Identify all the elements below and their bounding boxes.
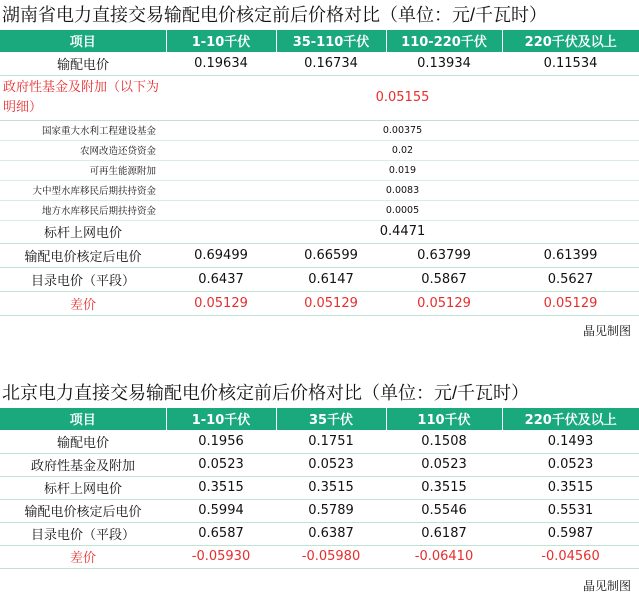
header-110-220kv: 110-220千伏 — [386, 30, 502, 52]
row-label: 可再生能源附加 — [0, 160, 166, 180]
header-35kv: 35千伏 — [276, 408, 386, 430]
cell-value: 0.0523 — [386, 453, 502, 476]
table-row — [0, 200, 639, 220]
cell-value: 0.1751 — [276, 430, 386, 453]
cell-value: 0.6187 — [386, 522, 502, 545]
row-label: 输配电价核定后电价 — [0, 243, 166, 267]
cell-value: 0.6437 — [166, 267, 276, 291]
row-label: 农网改造还贷资金 — [0, 140, 166, 160]
table-row — [0, 75, 639, 120]
beijing-title: 北京电力直接交易输配电价核定前后价格对比（单位：元/千瓦时） — [2, 383, 529, 403]
row-label: 地方水库移民后期扶持资金 — [0, 200, 166, 220]
hunan-header-row — [0, 30, 639, 52]
cell-value: 0.0523 — [502, 453, 639, 476]
row-label: 输配电价 — [0, 52, 166, 75]
row-label: 差价 — [0, 545, 166, 568]
cell-value: 0.1493 — [502, 430, 639, 453]
table-row — [0, 180, 639, 200]
cell-value: 0.66599 — [276, 243, 386, 267]
header-1-10kv: 1-10千伏 — [166, 30, 276, 52]
cell-value: 0.05129 — [166, 291, 276, 315]
cell-value: 0.5789 — [276, 499, 386, 522]
cell-value: -0.04560 — [502, 545, 639, 568]
table-row — [0, 52, 639, 75]
table-row — [0, 140, 639, 160]
header-220kv-up: 220千伏及以上 — [502, 30, 639, 52]
cell-value: 0.0083 — [166, 180, 639, 200]
table-row — [0, 545, 639, 568]
beijing-header-row — [0, 408, 639, 430]
cell-value: 0.05129 — [502, 291, 639, 315]
cell-value: 0.63799 — [386, 243, 502, 267]
beijing-price-table — [0, 408, 639, 569]
cell-value: 0.4471 — [166, 220, 639, 243]
cell-value: 0.19634 — [166, 52, 276, 75]
cell-value: -0.05980 — [276, 545, 386, 568]
cell-value: 0.11534 — [502, 52, 639, 75]
cell-value: 0.1508 — [386, 430, 502, 453]
cell-value: 0.019 — [166, 160, 639, 180]
row-label: 标杆上网电价 — [0, 220, 166, 243]
hunan-price-table — [0, 30, 639, 316]
beijing-source-credit: 晶见制图 — [582, 579, 631, 593]
header-1-10kv: 1-10千伏 — [166, 408, 276, 430]
table-row — [0, 522, 639, 545]
row-label: 大中型水库移民后期扶持资金 — [0, 180, 166, 200]
cell-value: -0.05930 — [166, 545, 276, 568]
cell-value: 0.3515 — [386, 476, 502, 499]
table-row — [0, 120, 639, 140]
cell-value: 0.00375 — [166, 120, 639, 140]
row-label: 国家重大水利工程建设基金 — [0, 120, 166, 140]
row-label: 政府性基金及附加（以下为明细） — [0, 75, 166, 120]
cell-value: 0.5867 — [386, 267, 502, 291]
cell-value: -0.06410 — [386, 545, 502, 568]
table-row — [0, 476, 639, 499]
table-row — [0, 160, 639, 180]
cell-value: 0.5987 — [502, 522, 639, 545]
cell-value: 0.5546 — [386, 499, 502, 522]
header-item: 项目 — [0, 30, 166, 52]
cell-value: 0.5627 — [502, 267, 639, 291]
cell-value: 0.6587 — [166, 522, 276, 545]
cell-value: 0.0523 — [166, 453, 276, 476]
cell-value: 0.61399 — [502, 243, 639, 267]
cell-value: 0.1956 — [166, 430, 276, 453]
header-110kv: 110千伏 — [386, 408, 502, 430]
cell-value: 0.3515 — [502, 476, 639, 499]
table-row — [0, 499, 639, 522]
table-row — [0, 243, 639, 267]
table-row — [0, 430, 639, 453]
cell-value: 0.16734 — [276, 52, 386, 75]
row-label: 输配电价核定后电价 — [0, 499, 166, 522]
table-row — [0, 267, 639, 291]
cell-value: 0.05155 — [166, 75, 639, 120]
cell-value: 0.05129 — [276, 291, 386, 315]
table-row — [0, 453, 639, 476]
cell-value: 0.3515 — [166, 476, 276, 499]
row-label: 输配电价 — [0, 430, 166, 453]
cell-value: 0.6387 — [276, 522, 386, 545]
row-label: 目录电价（平段） — [0, 522, 166, 545]
cell-value: 0.69499 — [166, 243, 276, 267]
table-row — [0, 220, 639, 243]
table-row — [0, 291, 639, 315]
cell-value: 0.0523 — [276, 453, 386, 476]
row-label: 目录电价（平段） — [0, 267, 166, 291]
cell-value: 0.5531 — [502, 499, 639, 522]
cell-value: 0.05129 — [386, 291, 502, 315]
header-35-110kv: 35-110千伏 — [276, 30, 386, 52]
hunan-source-credit: 晶见制图 — [582, 324, 631, 338]
cell-value: 0.13934 — [386, 52, 502, 75]
cell-value: 0.6147 — [276, 267, 386, 291]
hunan-title: 湖南省电力直接交易输配电价核定前后价格对比（单位：元/千瓦时） — [2, 5, 547, 25]
cell-value: 0.5994 — [166, 499, 276, 522]
row-label: 差价 — [0, 291, 166, 315]
row-label: 标杆上网电价 — [0, 476, 166, 499]
cell-value: 0.0005 — [166, 200, 639, 220]
row-label: 政府性基金及附加 — [0, 453, 166, 476]
cell-value: 0.02 — [166, 140, 639, 160]
header-item: 项目 — [0, 408, 166, 430]
header-220kv-up: 220千伏及以上 — [502, 408, 639, 430]
cell-value: 0.3515 — [276, 476, 386, 499]
